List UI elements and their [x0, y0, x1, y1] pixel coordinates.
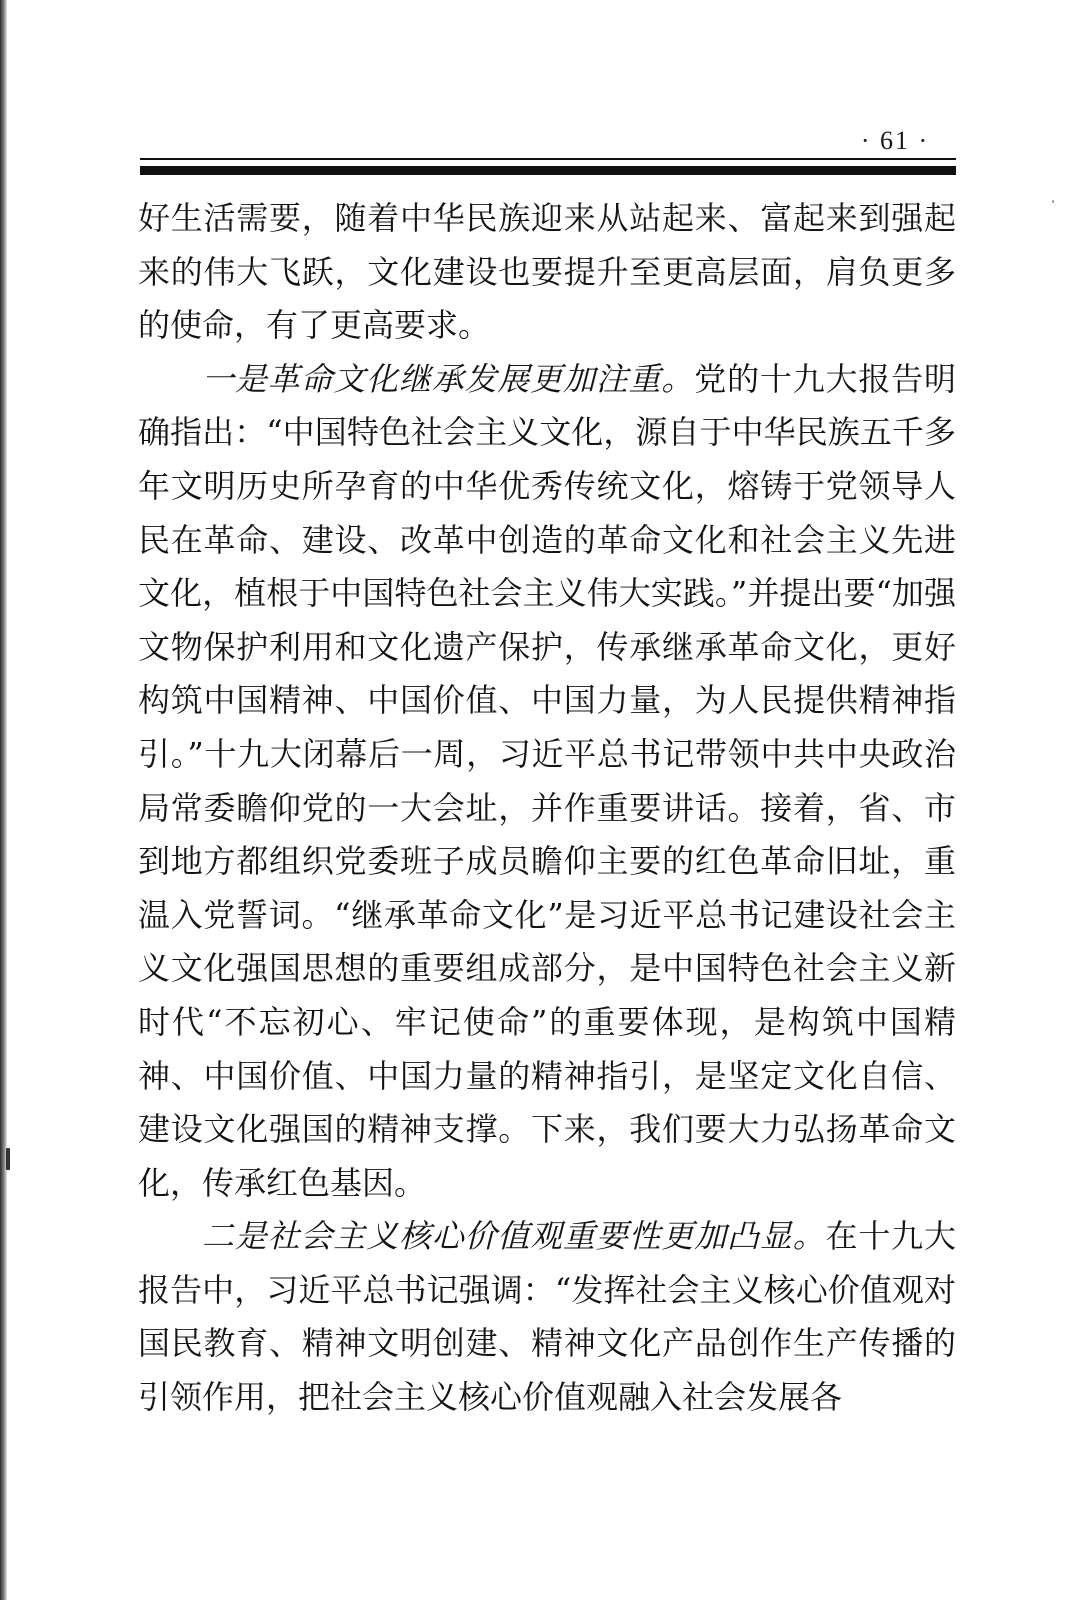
- header-rule: [140, 158, 956, 178]
- header-rule-thick-line: [140, 166, 956, 175]
- body-text: [138, 192, 956, 1425]
- page-number: · 61 ·: [860, 126, 930, 155]
- paragraph-heading: 一是革命文化继承发展更加注重。: [202, 359, 695, 398]
- paragraph-core-values: [138, 1210, 956, 1424]
- paragraph-continued: 好生活需要，随着中华民族迎来从站起来、富起来到强起来的伟大飞跃，文化建设也要提升至更高层面，肩负更多的使命，有了更高要求。: [138, 199, 956, 345]
- header-rule-thin-line: [140, 158, 956, 160]
- paragraph-heading: 二是社会主义核心价值观重要性更加凸显。: [202, 1217, 826, 1256]
- paragraph-revolutionary-culture: [138, 353, 956, 1211]
- scan-speck: [1052, 200, 1054, 203]
- paragraph-text: 在十九大报告中，习近平总书记强调：“发挥社会主义核心价值观对国民教育、精神文明创建、精神文化产品创作生产传播的引领作用，把社会主义核心价值观融入社会发展各: [138, 1217, 956, 1417]
- scan-speck: [6, 1148, 10, 1170]
- paragraph-text: 党的十九大报告明确指出：“中国特色社会主义文化，源自于中华民族五千多年文明历史所孕育的中华优秀传统文化，熔铸于党领导人民在革命、建设、改革中创造的革命文化和社会主义先进文化，植根于中国特色社会主义伟大实践。”并提出要“加强文物保护利用和文化遗产保护，传承继承革命文化，更好构筑中国精神、中国价值、中国力量，为人民提供精神指引。”十九大闭幕后一周，习近平总书记带领中共中央政治局常委瞻仰党的一大会址，并作重要讲话。接着，省、市到地方都组织党委班子成员瞻仰主要的红色革命旧址，重温入党誓词。“继承革命文化”是习近平总书记建设社会主义文化强国思想的重要组成部分，是中国特色社会主义新时代“不忘初心、牢记使命”的重要体现，是构筑中国精神、中国价值、中国力量的精神指引，是坚定文化自信、建设文化强国的精神支撑。下来，我们要大力弘扬革命文化，传承红色基因。: [138, 359, 956, 1202]
